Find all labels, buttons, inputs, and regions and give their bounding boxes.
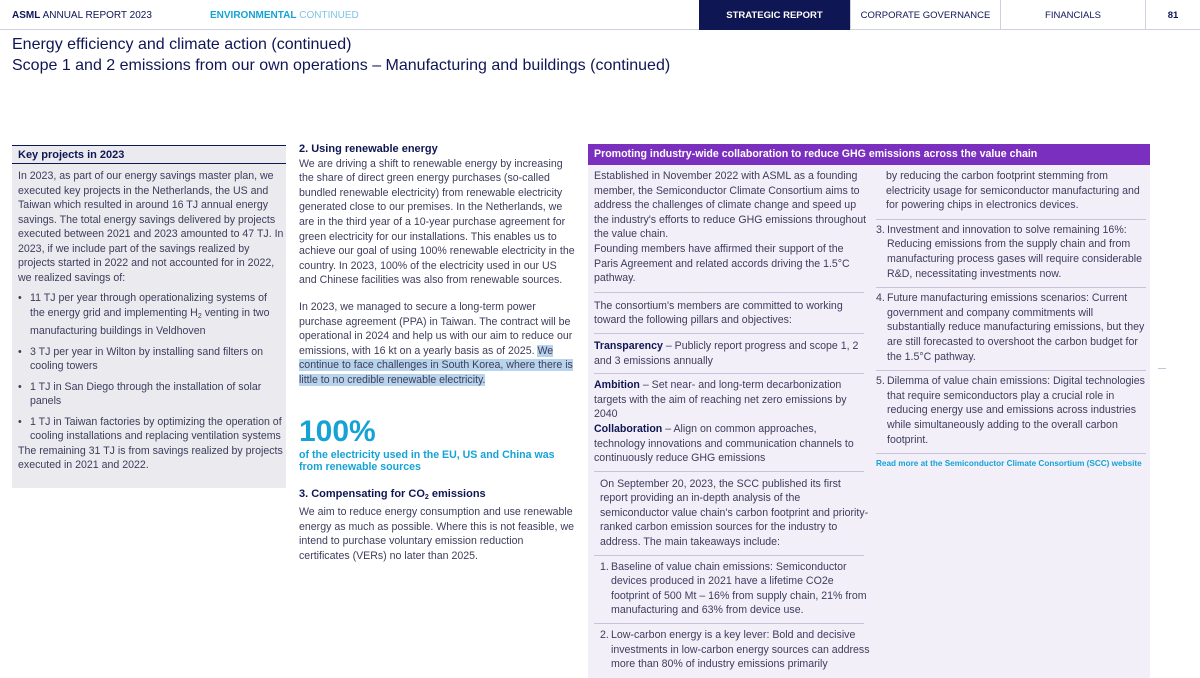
page-number: 81	[1145, 0, 1200, 30]
page-edge-mark	[1158, 368, 1166, 369]
key-projects-intro: In 2023, as part of our energy savings master plan, we executed key projects in the Netherlands, the US and Taiwan which resulted in around 16 TJ annual energy savings. The total energy savings delivered by projects executed between 2021 and 2023 amounted to 47 TJ. In 2023, if we include part of the savings realized by projects started in 2022 and not accounted for in 2022, we realized savings of:	[18, 170, 284, 284]
nav-strategic-report[interactable]: STRATEGIC REPORT	[699, 0, 850, 30]
takeaway-text: Investment and innovation to solve remaining 16%: Reducing emissions from the supply chain and from manufacturing process gases will require considerable R&D, necessitating investments now.	[887, 223, 1142, 280]
list-number: 3.	[876, 223, 885, 236]
key-projects-body	[18, 169, 284, 473]
pillar-collaboration	[594, 422, 870, 466]
consortium-paragraph-2: Founding members have affirmed their support of the Paris Agreement and related accords driving the 1.5°C pathway.	[594, 242, 850, 285]
takeaway-4	[876, 291, 1146, 364]
consortium-paragraph-1: Established in November 2022 with ASML as a founding member, the Semiconductor Climate Consortium aims to address the challenges of climate change and speed up the industry's efforts to reduce GHG emissions throughout the value chain.	[594, 170, 867, 241]
takeaway-text: Low-carbon energy is a key lever: Bold and decisive investments in low-carbon energy sources can address more than 80% of industry emissions primarily	[611, 629, 870, 671]
takeaway-2-continued: by reducing the carbon footprint stemming from electricity usage for semiconductor manufacturing and for powering chips in electronics devices.	[886, 170, 1140, 212]
pillar-text: – Publicly report progress and scope 1, 2 and 3 emissions annually	[594, 339, 859, 367]
list-item-text: 1 TJ in San Diego through the installation of solar panels	[30, 380, 262, 407]
takeaway-1	[594, 560, 870, 618]
page-title: Energy efficiency and climate action (continued)	[12, 36, 352, 53]
key-projects-list	[18, 291, 284, 444]
divider	[876, 370, 1146, 371]
pillar-ambition	[594, 378, 870, 422]
stat-caption: of the electricity used in the EU, US and China was from renewable sources	[299, 448, 555, 473]
scc-website-link[interactable]: Read more at the Semiconductor Climate Consortium (SCC) website	[876, 459, 1142, 469]
list-item-text: 3 TJ per year in Wilton by installing sand filters on cooling towers	[30, 345, 263, 372]
list-item-text: venting in two manufacturing buildings in Veldhoven	[30, 306, 270, 337]
compensating-heading	[299, 487, 575, 506]
renewable-heading: 2. Using renewable energy	[299, 143, 438, 155]
divider	[876, 453, 1146, 454]
consortium-column-right	[876, 169, 1146, 469]
pillar-title: Collaboration	[594, 422, 663, 435]
bullet-icon: •	[18, 292, 22, 304]
nav-corporate-governance[interactable]: CORPORATE GOVERNANCE	[850, 0, 1000, 30]
list-item	[18, 415, 284, 444]
page-subtitle: Scope 1 and 2 emissions from our own operations – Manufacturing and buildings (continued)	[12, 57, 671, 74]
report-header	[0, 0, 1200, 30]
bullet-icon: •	[18, 415, 22, 428]
list-item-text: 1 TJ in Taiwan factories by optimizing the operation of cooling installations and replacing ventilation systems	[30, 415, 282, 442]
consortium-paragraph-3: The consortium's members are committed to working toward the following pillars and objectives:	[594, 299, 843, 327]
renewable-column	[299, 142, 575, 563]
report-brand	[12, 10, 152, 21]
subscript: 2	[424, 493, 429, 501]
key-projects-closing: The remaining 31 TJ is from savings realized by projects executed in 2021 and 2022.	[18, 444, 283, 471]
renewable-paragraph-1: We are driving a shift to renewable energy by increasing the share of direct green energy purchases (so-called bundled renewable electricity) from renewable electricity generated close to our premises. In the Netherlands, we are in the third year of a 10-year purchase agreement for green electricity for our installations. This enables us to achieve our goal of using 100% renewable electricity in the country. In 2023, 100% of the electricity used in our US and Chinese facilities was also from renewable sources.	[299, 157, 575, 287]
highlighted-text[interactable]: We continue to face challenges in South Korea, where there is little to no credible renewable electricity.	[299, 344, 573, 386]
divider	[594, 333, 864, 334]
consortium-paragraph-4: On September 20, 2023, the SCC published its first report providing an in-depth analysis of the semiconductor value chain's carbon footprint and priority-ranked carbon emission sources for the industry to address. The main takeaways include:	[600, 477, 869, 549]
takeaway-text: Dilemma of value chain emissions: Digital technologies that require semiconductors play a crucial role in reducing energy use and emissions across industries while simultaneously adding to the overall carbon footprint.	[887, 375, 1145, 446]
nav-financials[interactable]: FINANCIALS	[1000, 0, 1145, 30]
divider	[594, 373, 864, 374]
key-projects-box	[12, 145, 286, 488]
bullet-icon: •	[18, 345, 22, 358]
list-item-text: 11 TJ per year through operationalizing systems of the energy grid and implementing H	[30, 292, 267, 319]
brand-name: ASML	[12, 10, 41, 21]
heading-text: emissions	[428, 487, 486, 500]
pillar-title: Transparency	[594, 339, 663, 352]
list-number: 5.	[876, 375, 885, 388]
renewable-paragraph-2	[299, 300, 575, 388]
subscript: 2	[197, 312, 202, 320]
consortium-heading: Promoting industry-wide collaboration to reduce GHG emissions across the value chain	[588, 144, 1150, 165]
divider	[594, 555, 864, 556]
key-projects-heading: Key projects in 2023	[12, 145, 286, 164]
pillar-text: – Align on common approaches, technology innovations and communication channels to continuously reduce GHG emissions	[594, 422, 854, 465]
list-item	[18, 291, 284, 339]
section-label	[210, 10, 359, 21]
pillar-text: – Set near- and long-term decarbonization targets with the aim of reaching net zero emissions by 2040	[594, 379, 847, 421]
takeaway-5	[876, 374, 1146, 447]
list-number: 1.	[600, 560, 609, 573]
divider	[594, 471, 864, 472]
list-number: 4.	[876, 292, 885, 305]
consortium-column-left	[594, 169, 870, 672]
takeaway-text: Baseline of value chain emissions: Semiconductor devices produced in 2021 have a lifetime CO2e footprint of 500 Mt – 16% from supply chain, 21% from manufacturing and 63% from device use.	[611, 560, 867, 617]
paragraph-text: In 2023, we managed to secure a long-term power purchase agreement (PPA) in Taiwan. The contract will be operational in 2024 and help us with our aim to reduce our emissions, with 16 kt on a yearly basis as of 2025.	[299, 300, 573, 357]
takeaway-text: Future manufacturing emissions scenarios: Current government and company commitments will substantially reduce manufacturing emissions, but they are still forecasted to overshoot the carbon budget for the 1.5°C pathway.	[887, 292, 1145, 363]
takeaway-2	[594, 628, 870, 672]
heading-text: 3. Compensating for CO	[299, 487, 425, 500]
list-number: 2.	[600, 629, 609, 642]
pillar-transparency	[594, 339, 870, 368]
section-name: ENVIRONMENTAL	[210, 10, 297, 21]
divider	[876, 287, 1146, 288]
pillar-title: Ambition	[594, 379, 640, 392]
section-continued: CONTINUED	[299, 10, 359, 21]
divider	[594, 623, 864, 624]
compensating-paragraph: We aim to reduce energy consumption and use renewable energy as much as possible. Where this is not feasible, we intend to purchase voluntary emission reduction certificates (VERs) no later than 2025.	[299, 506, 574, 562]
divider	[876, 219, 1146, 220]
list-item	[18, 345, 284, 374]
consortium-box	[588, 144, 1150, 678]
takeaway-3	[876, 223, 1146, 281]
stat-value: 100%	[299, 414, 376, 448]
report-name: ANNUAL REPORT 2023	[42, 10, 152, 21]
bullet-icon: •	[18, 380, 22, 393]
list-item	[18, 380, 284, 409]
divider	[594, 292, 864, 293]
